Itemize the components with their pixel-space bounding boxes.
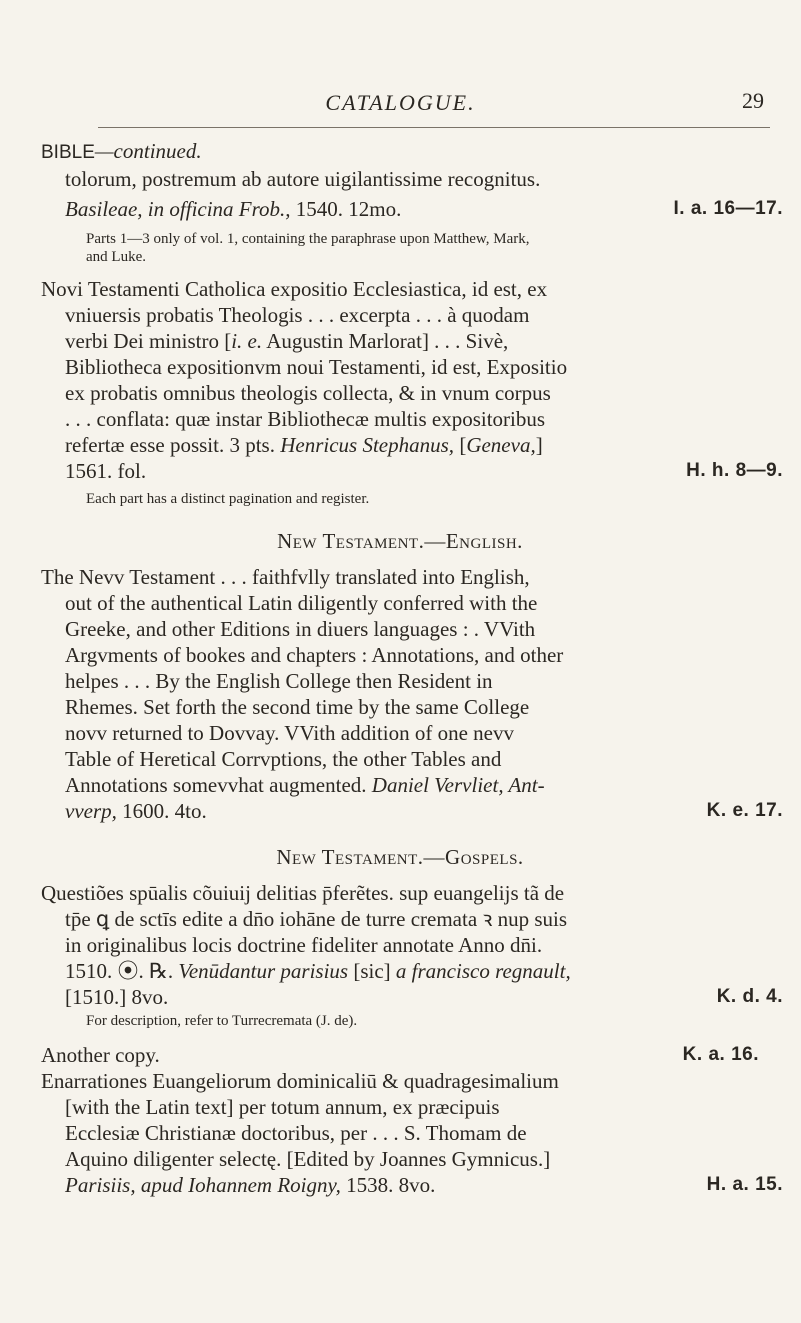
entry-line: . . . conflata: quæ instar Bibliothecæ multis expositoribus bbox=[65, 407, 546, 431]
entry-line: Another copy. bbox=[41, 1043, 160, 1067]
note-line: Each part has a distinct pagination and register. bbox=[86, 491, 370, 507]
shelfmark: I. a. 16—17. bbox=[673, 198, 783, 219]
entry-line: Argvments of bookes and chapters : Annotations, and other bbox=[65, 643, 564, 667]
abbreviation: i. e. bbox=[231, 329, 263, 353]
running-head: CATALOGUE. bbox=[325, 90, 476, 115]
entry-line: 1540. 12mo. bbox=[290, 197, 402, 221]
printer: Daniel Vervliet, Ant- bbox=[371, 773, 545, 797]
entry-line: ex probatis omnibus theologis collecta, & in vnum corpus bbox=[65, 381, 551, 405]
entry-line: Questiões spūalis cõuiuij delitias p̄ferẽtes. sup euangelijs tã de bbox=[41, 881, 565, 905]
entry-line: Aquino diligenter selectę. [Edited by Joannes Gymnicus.] bbox=[65, 1147, 551, 1171]
entry-line: [1510.] 8vo. bbox=[65, 985, 169, 1009]
page-number: 29 bbox=[742, 88, 764, 113]
entry-line: Enarrationes Euangeliorum dominicaliū & quadragesimalium bbox=[41, 1069, 559, 1093]
section-heading: New Testament.—Gospels. bbox=[276, 845, 524, 869]
entry-line: Bibliotheca expositionvm noui Testamenti, id est, Expositio bbox=[65, 355, 568, 379]
entry-line: 1600. 4to. bbox=[116, 799, 207, 823]
entry-line: refertæ esse possit. 3 pts. bbox=[65, 433, 281, 457]
catalogue-body bbox=[41, 138, 781, 1198]
printer: Henricus Stephanus, bbox=[280, 433, 455, 457]
entry-line: 1538. 8vo. bbox=[340, 1173, 436, 1197]
entry-line: Rhemes. Set forth the second time by the same College bbox=[65, 695, 530, 719]
entry-nt-english bbox=[41, 528, 781, 824]
entry-bible-continued bbox=[41, 138, 781, 266]
entry-line: out of the authentical Latin diligently conferred with the bbox=[65, 591, 538, 615]
entry-line: vniuersis probatis Theologis . . . excerpta . . . à quodam bbox=[65, 303, 530, 327]
note-line: Parts 1—3 only of vol. 1, containing the paraphrase upon Matthew, Mark, bbox=[86, 231, 530, 247]
place: vverp, bbox=[65, 799, 117, 823]
entry-line: Ecclesiæ Christianæ doctoribus, per . . . S. Thomam de bbox=[65, 1121, 527, 1145]
place: Geneva, bbox=[466, 433, 536, 457]
entry-nt-gospels bbox=[41, 844, 781, 1030]
entry-line: [sic] bbox=[348, 959, 396, 983]
entry-line: in originalibus locis doctrine fideliter annotate Anno dn̄i. bbox=[65, 933, 543, 957]
entry-line: Annotations somevvhat augmented. bbox=[65, 773, 367, 797]
entry-line: Table of Heretical Corrvptions, the other Tables and bbox=[65, 747, 502, 771]
entry-line: The Nevv Testament . . . faithfvlly translated into English, bbox=[41, 565, 530, 589]
header-rule bbox=[98, 127, 770, 128]
entry-novi-testamenti bbox=[41, 276, 781, 508]
entry-another-copy bbox=[41, 1042, 759, 1068]
heading-label: BIBLE bbox=[41, 142, 95, 163]
section-heading: New Testament.—English. bbox=[277, 529, 523, 553]
imprint: Basileae, in officina Frob., bbox=[65, 197, 291, 221]
entry-line: tolorum, postremum ab autore uigilantissime recognitus. bbox=[65, 167, 541, 191]
shelfmark: K. d. 4. bbox=[716, 986, 783, 1007]
entry-line: Augustin Marlorat] . . . Sivè, bbox=[262, 329, 509, 353]
printer: a francisco regnault, bbox=[395, 959, 571, 983]
shelfmark: K. e. 17. bbox=[706, 800, 783, 821]
shelfmark: H. a. 15. bbox=[706, 1174, 783, 1195]
entry-line: novv returned to Dovvay. VVith addition of one nevv bbox=[65, 721, 514, 745]
entry-line: 1510. ⦿. ℞. bbox=[65, 959, 179, 983]
note-line: and Luke. bbox=[86, 249, 146, 265]
entry-line: helpes . . . By the English College then Resident in bbox=[65, 669, 493, 693]
entry-line: 1561. fol. bbox=[65, 459, 147, 483]
entry-line: tp̄e ꝗ de sctīs edite a dn̄o iohāne de turre cremata ꝛ nup suis bbox=[65, 907, 568, 931]
entry-line: verbi Dei ministro [ bbox=[65, 329, 232, 353]
shelfmark: K. a. 16. bbox=[682, 1044, 759, 1065]
entry-line: Greeke, and other Editions in diuers languages : . VVith bbox=[65, 617, 536, 641]
entry-line: [with the Latin text] per totum annum, ex præcipuis bbox=[65, 1095, 500, 1119]
entry-line: Novi Testamenti Catholica expositio Ecclesiastica, id est, ex bbox=[41, 277, 548, 301]
heading-continued: —continued. bbox=[94, 139, 202, 163]
note-line: For description, refer to Turrecremata (J. de). bbox=[86, 1013, 358, 1029]
shelfmark: H. h. 8—9. bbox=[686, 460, 783, 481]
imprint: Parisiis, apud Iohannem Roigny, bbox=[65, 1173, 341, 1197]
entry-enarrationes bbox=[41, 1068, 781, 1198]
bracket: ] bbox=[535, 433, 543, 457]
bracket: [ bbox=[454, 433, 467, 457]
imprint: Venūdantur parisius bbox=[178, 959, 349, 983]
